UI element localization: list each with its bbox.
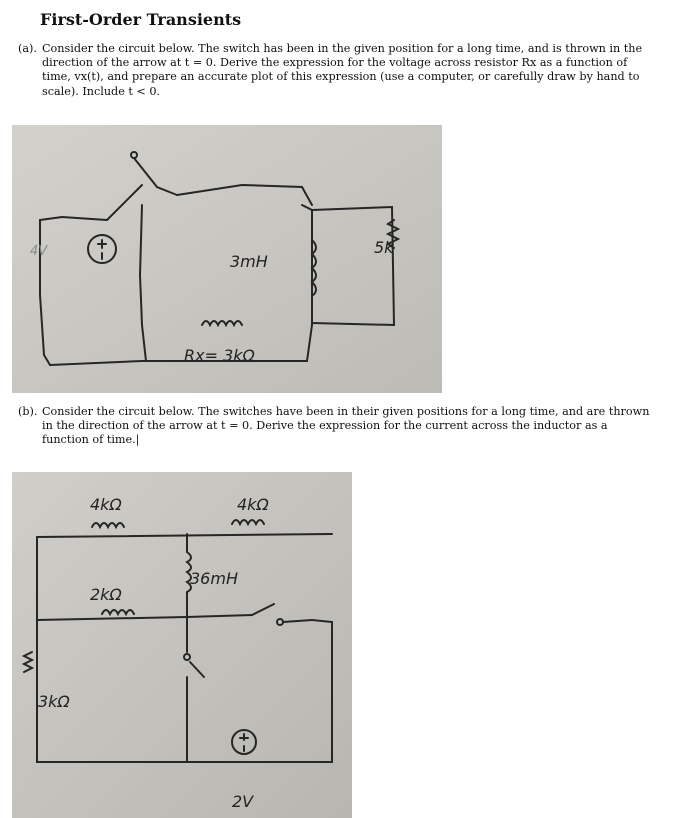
circuit-a-photo	[12, 125, 442, 393]
circuit-a-rx-label: Rx= 3kΩ	[184, 346, 255, 365]
part-a-label: (a).	[18, 42, 37, 55]
circuit-a-inductor-label: 3mH	[230, 252, 268, 271]
part-b-label: (b).	[18, 405, 38, 418]
part-b-text: Consider the circuit below. The switches have been in their given positions for a long time, and are thrown in the direction of the arrow at t = 0. Derive the expression for the current across the inductor as a function of time.|	[42, 405, 650, 447]
circuit-b-r-top-left-label: 4kΩ	[90, 495, 122, 514]
circuit-a-source-label: 4V	[30, 244, 48, 259]
part-a-paragraph	[18, 42, 654, 99]
circuit-b-source-label: 2V	[232, 792, 254, 811]
circuit-b-r-mid-label: 2kΩ	[90, 585, 122, 604]
page-title: First-Order Transients	[40, 10, 242, 29]
circuit-a-resistor-right-label: 5k	[374, 238, 394, 257]
circuit-b-r-top-right-label: 4kΩ	[237, 495, 269, 514]
part-a-text: Consider the circuit below. The switch has been in the given position for a long time, and is thrown in the direction of the arrow at t = 0. Derive the expression for the voltage across resistor Rx as a function of time, vx(t), and prepare an accurate plot of this expression (use a computer, or carefully draw by hand to scale). Include t < 0.	[42, 42, 643, 98]
circuit-b-inductor-label: 36mH	[190, 569, 238, 588]
circuit-b-r-left-label: 3kΩ	[38, 692, 70, 711]
circuit-b-photo	[12, 472, 352, 818]
part-b-paragraph	[18, 405, 654, 448]
